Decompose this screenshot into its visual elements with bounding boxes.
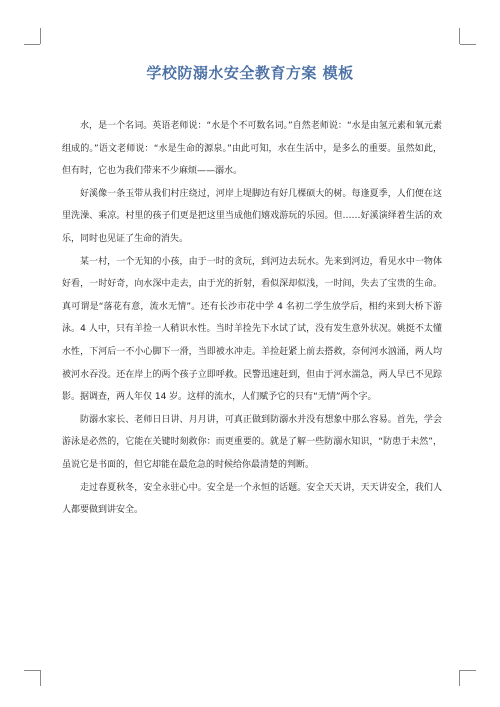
- paragraph: 好溪像一条玉带从我们村庄绕过，河岸上堤脚边有好几棵硕大的树。每逢夏季，人们便在这里洗澡、乘凉。村里的孩子们更是把这里当成他们嬉戏游玩的乐园。但……好溪演绎着生活的欢乐，同时也见证了生命的消失。: [62, 188, 442, 244]
- document-title: 学校防溺水安全教育方案 模板: [146, 64, 354, 82]
- crop-mark-top-right: [459, 28, 460, 44]
- crop-mark-top-left: [40, 28, 41, 44]
- document-body: [62, 115, 442, 522]
- paragraph: 走过春夏秋冬，安全永驻心中。安全是一个永恒的话题。安全天天讲，天天讲安全，我们人人都要做到讲安全。: [62, 482, 442, 516]
- crop-mark-bottom-left: [24, 670, 40, 671]
- crop-mark-top-left: [24, 44, 40, 45]
- paragraph: 某一村，一个无知的小孩，由于一时的贪玩，到河边去玩水。先来到河边，看见水中一物体好看，一时好奇，向水深中走去，由于光的折射，看似深却似浅，一时间，失去了宝贵的生命。真可谓是“落花有意，流水无情”。还有长沙市花中学 4 名初二学生放学后，相约来到大桥下游泳。4 人中，只有羊捡一人稍识水性。当时羊捡先下水试了试，没有发生意外状况。姚挺不太懂水性，下河后一不小心脚下一滑，当即被水冲走。羊捡赶紧上前去搭救，奈何河水汹涌，两人均被河水吞没。还在岸上的两个孩子立即呼救。民警迅速赶到，但由于河水湍急，两人早已不见踪影。据调查，两人年仅 14 岁。这样的流水，人们赋予它的只有“无情”两个字。: [62, 256, 442, 403]
- crop-mark-bottom-right: [459, 670, 460, 686]
- paragraph: 水，是一个名词。英语老师说：“水是个不可数名词。”自然老师说：“水是由氢元素和氧元素组成的。”语文老师说：“水是生命的源泉。”由此可知，水在生活中，是多么的重要。虽然如此，但有时，它也为我们带来不少麻烦——溺水。: [62, 121, 442, 177]
- crop-mark-bottom-left: [40, 670, 41, 686]
- paragraph: 防溺水家长、老师日日讲、月月讲，可真正做到防溺水并没有想象中那么容易。首先，学会游泳是必然的，它能在关键时刻救你：而更重要的。就是了解一些防溺水知识，“防患于未然”，虽说它是书面的，但它却能在最危急的时候给你最清楚的判断。: [62, 414, 442, 470]
- crop-mark-top-right: [460, 44, 476, 45]
- crop-mark-bottom-right: [460, 670, 476, 671]
